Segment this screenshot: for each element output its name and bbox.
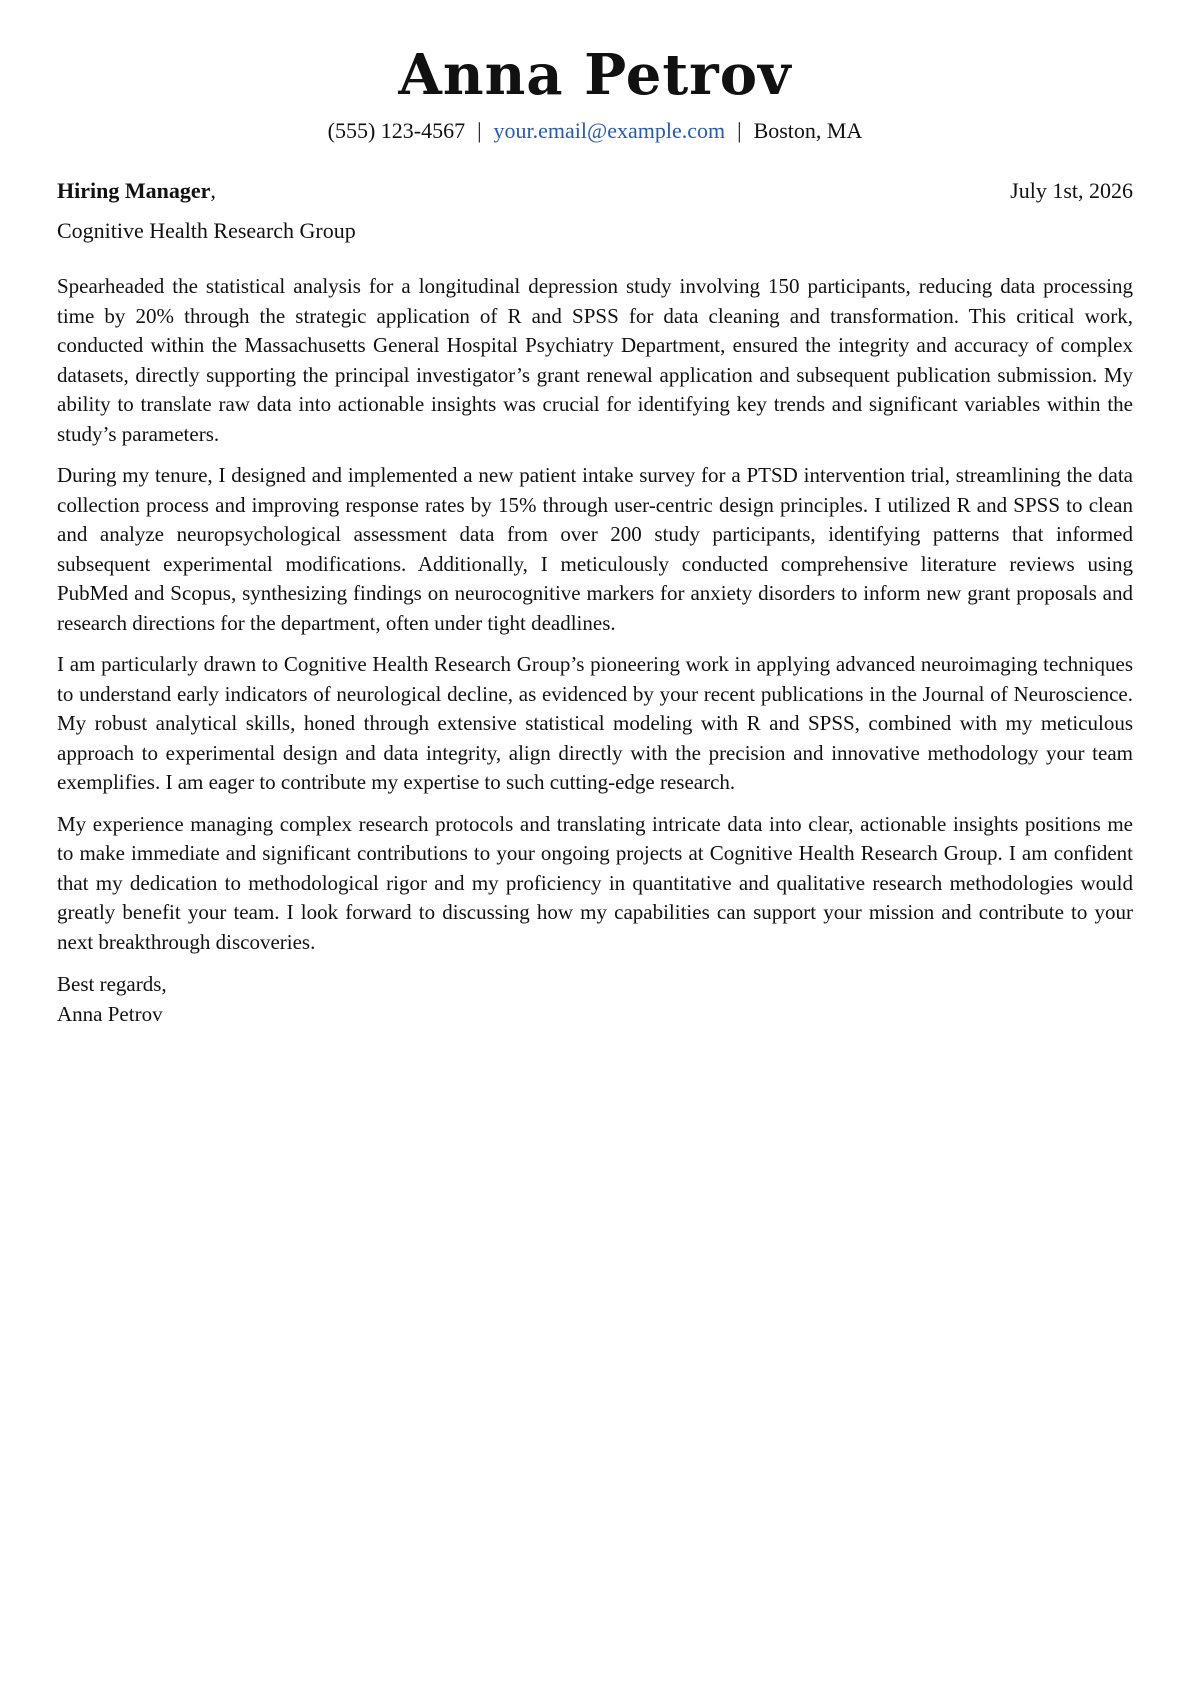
body-paragraph: Spearheaded the statistical analysis for a longitudinal depression study involving 150 participants, reducing data processing time by 20% through the strategic application of R and SPSS for data cleaning and transformation. This critical work, conducted within the Massachusetts General Hospital Psychiatry Department, ensured the integrity and accuracy of complex datasets, directly supporting the principal investigator’s grant renewal application and subsequent publication submission. My ability to translate raw data into actionable insights was crucial for identifying key trends and significant variables within the study’s parameters. — [57, 274, 1133, 446]
recipient-company: Cognitive Health Research Group — [57, 218, 356, 243]
applicant-name: Anna Petrov — [398, 42, 792, 108]
recipient-name: Hiring Manager — [57, 178, 211, 203]
body-paragraph: During my tenure, I designed and implemented a new patient intake survey for a PTSD intervention trial, streamlining the data collection process and improving response rates by 15% through user-centric design principles. I utilized R and SPSS to clean and analyze neuropsychological assessment data from over 200 study participants, identifying patterns that informed subsequent experimental modifications. Additionally, I meticulously conducted comprehensive literature reviews using PubMed and Scopus, synthesizing findings on neurocognitive markers for anxiety disorders to inform new grant proposals and research directions for the department, often under tight deadlines. — [57, 463, 1133, 635]
closing-signature: Anna Petrov — [57, 1002, 163, 1026]
location: Boston, MA — [753, 118, 863, 143]
contact-separator: | — [737, 118, 742, 143]
letter-closing — [57, 969, 1133, 1029]
recipient-line — [57, 176, 216, 206]
recipient-date-row — [57, 176, 1133, 206]
cover-letter-page — [57, 0, 1133, 1029]
phone-number: (555) 123-4567 — [327, 118, 466, 143]
contact-separator: | — [477, 118, 482, 143]
body-paragraph: I am particularly drawn to Cognitive Health Research Group’s pioneering work in applying advanced neuroimaging techniques to understand early indicators of neurological decline, as evidenced by your recent publications in the Journal of Neuroscience. My robust analytical skills, honed through extensive statistical modeling with R and SPSS, combined with my meticulous approach to experimental design and data integrity, align directly with the precision and innovative methodology your team exemplifies. I am eager to contribute my expertise to such cutting-edge research. — [57, 652, 1133, 794]
email-link[interactable]: your.email@example.com — [493, 118, 726, 143]
closing-salutation: Best regards, — [57, 972, 167, 996]
recipient-suffix: , — [210, 178, 216, 203]
letter-header — [57, 0, 1133, 146]
body-paragraph: My experience managing complex research protocols and translating intricate data into clear, actionable insights positions me to make immediate and significant contributions to your ongoing projects at Cognitive Health Research Group. I am confident that my dedication to methodological rigor and my proficiency in quantitative and qualitative research methodologies would greatly benefit your team. I look forward to discussing how my capabilities can support your mission and contribute to your next breakthrough discoveries. — [57, 811, 1133, 954]
contact-line — [57, 116, 1133, 146]
letter-date: July 1st, 2026 — [1010, 178, 1133, 203]
letter-body — [57, 272, 1133, 957]
